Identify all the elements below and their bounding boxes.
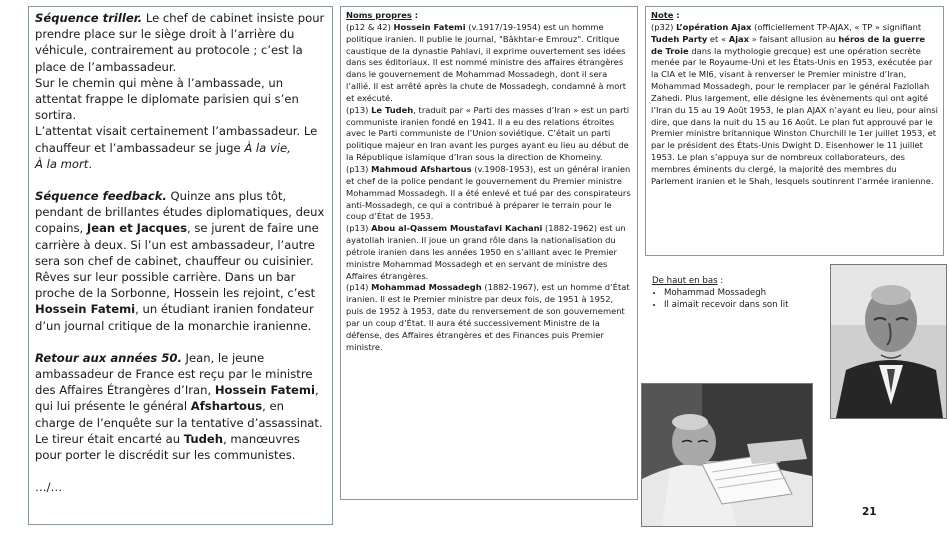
entry-kachani: (p13) Abou al-Qassem Moustafavi Kachani (1882-1962) est un ayatollah iranien. Il joue un grand rôle dans la nationalisation du pétrole iranien dans les années 1950 en s’alliant avec le Premier ministre Mohammad Mossadegh et en servant de ministre des Affaires étrangères. <box>346 223 626 281</box>
note-column <box>645 6 944 256</box>
photo-caption: De haut en bas : • Mohammad Mossadegh • Il aimait recevoir dans son lit <box>652 275 832 311</box>
continuation-mark: …/… <box>35 480 63 495</box>
paragraph-dreams: Rêves sur leur possible carrière. Dans un bar proche de la Sorbonne, Hossein les rejoint, c’est Hossein Fatemi, un étudiant iranien fondateur d’un journal critique de la monarchie iranienne. <box>35 270 316 333</box>
entry-tudeh: (p13) Le Tudeh, traduit par « Parti des masses d’Iran » est un parti communiste iranien fondé en 1941. Il a eu des relations étroites avec le Parti communiste de l’Union soviétique. C’était un parti politique majeur en Iran avant les purges ayant eu lieu au début de la République islamique d’Iran sous la direction de Khomeiny. <box>346 104 630 163</box>
story-column <box>28 6 333 525</box>
caption-item: • Il aimait recevoir dans son lit <box>664 299 832 311</box>
paragraph-thriller: Séquence triller. Le chef de cabinet insiste pour prendre place sur le siège droit à l’arrière du véhicule, contrairement au protocole ; c’est la place de l’ambassadeur. <box>35 11 325 74</box>
mossadegh-portrait-photo <box>830 264 947 419</box>
proper-names-heading: Noms propres : <box>346 10 419 20</box>
entry-afshartous: (p13) Mahmoud Afshartous (v.1908-1953), est un général iranien et chef de la police pendant le gouvernement du Premier ministre Mohammad Mossadegh. Il a été enlevé et tué par des conspirateurs anti-Mossadegh, ce qui a contribué à préparer le terrain pour le coup d’État de 1953. <box>346 163 631 222</box>
paragraph-feedback: Séquence feedback. Quinze ans plus tôt, pendant de brillantes études diplomatiques, deux copains, Jean et Jacques, se jurent de faire une carrière à deux. Si l’un est ambassadeur, l’autre sera son chef de cabinet, chauffeur ou cuisinier. <box>35 189 325 268</box>
note-heading: Note : <box>651 10 680 20</box>
paragraph-target: L’attentat visait certainement l’ambassadeur. Le chauffeur et l’ambassadeur se juge À la vie, À la mort. <box>35 124 318 171</box>
caption-list <box>652 287 832 311</box>
proper-names-column <box>340 6 638 500</box>
paragraph-fifties: Retour aux années 50. Jean, le jeune ambassadeur de France est reçu par le ministre des Affaires Étrangères d’Iran, Hossein Fatemi, qui lui présente le général Afshartous, en charge de l’enquête sur la tentative d’assassinat. Le tireur était encarté au Tudeh, manœuvres pour porter le discrédit sur les communistes. <box>35 350 323 463</box>
entry-fatemi: (p12 & 42) Hossein Fatemi (v.1917/19-1954) est un homme politique iranien. Il publie le journal, "Bâkhtar-e Emrouz". Critique caustique de la dynastie Pahlavi, il exprime ouvertement ses idées dans ses éditoriaux. Il est nommé ministre des affaires étrangères dans le gouvernement de Mohammad Mossadegh, dont il sera l’allié. Il est arrêté après la chute de Mossadegh, condamné à mort et exécuté. <box>346 21 627 103</box>
heading-thriller: Séquence triller. <box>35 11 143 25</box>
caption-item: • Mohammad Mossadegh <box>664 287 832 299</box>
page-number: 21 <box>862 506 877 518</box>
note-ajax: (p32) L’opération Ajax (officiellement TP-AJAX, « TP » signifiant Tudeh Party et « Ajax » faisant allusion au héros de la guerre de Troie dans la mythologie grecque) est une opération secrète menée par le Royaume-Uni et les États-Unis en 1953, exécutée par la CIA et le MI6, visant à renverser le Premier ministre d’Iran, Mohammad Mossadegh, pour le remplacer par le général Fazlollah Zahedi. Plus largement, elle désigne les évènements qui ont agité l’Iran du 15 au 19 Août 1953, le plan AJAX n’ayant eu lieu, pour ainsi dire, que dans la nuit du 15 au 16 Août. Le plan fut approuvé par le Premier ministre britannique Winston Churchill le 1er juillet 1953, et par le président des États-Unis Dwight D. Eisenhower le 11 juillet 1953. Le plan s’appuya sur de nombreux collaborateurs, des membres éminents du clergé, la majorité des membres du Parlement iranien et le Shah, lesquels soutinrent l’armée iranienne. <box>651 21 938 186</box>
mossadegh-in-bed-photo <box>641 383 813 527</box>
entry-mossadegh: (p14) Mohammad Mossadegh (1882-1967), est un homme d’État iranien. Il est le Premier ministre par deux fois, de 1951 à 1952, puis de 1952 à 1953, date du renversement de son gouvernement par un coup d’État. Il aura été successivement Ministre de la défense, des Affaires étrangères et des Finances puis Premier ministre. <box>346 282 630 352</box>
paragraph-attack: Sur le chemin qui mène à l’ambassade, un attentat frappe le diplomate parisien qui s’en sortira. <box>35 75 299 123</box>
